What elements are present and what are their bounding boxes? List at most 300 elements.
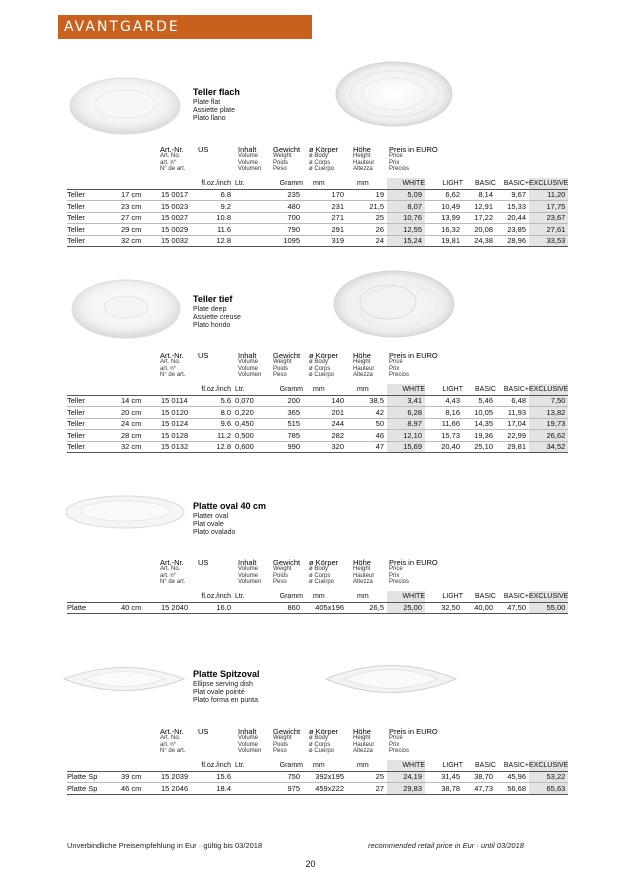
unit-cell: mm (347, 178, 387, 189)
header-koerper (309, 559, 338, 586)
table-cell: 25 (347, 212, 387, 224)
table-cell: 17,04 (496, 418, 529, 430)
table-cell: 12,91 (463, 201, 496, 213)
product-info (193, 295, 241, 330)
table-cell: 9.6 (195, 418, 231, 430)
unit-cell: BASIC+ (496, 591, 529, 602)
header-koerper-line: ø Körper (309, 145, 339, 154)
header-preis (389, 559, 438, 586)
header-art-nr (160, 559, 185, 586)
header-inhalt-line: Volume (238, 365, 259, 372)
table-cell: 5,09 (387, 189, 425, 201)
header-hoehe-line: Hauteur (353, 365, 375, 372)
table-cell: 28,96 (496, 235, 529, 247)
header-art-nr-line: Art. No. (160, 735, 181, 741)
table-cell: 9,67 (496, 189, 529, 201)
table-cell: 22,99 (496, 430, 529, 442)
table-cell: 13,99 (425, 212, 463, 224)
table-cell: 47 (347, 441, 387, 453)
table-cell (231, 602, 267, 614)
table-row (67, 771, 568, 783)
table-cell: 700 (267, 212, 303, 224)
table-cell: 15 0032 (161, 235, 195, 247)
table-cell: 0,600 (231, 441, 267, 453)
table-cell: 23 cm (121, 201, 161, 213)
table-cell: 6,28 (387, 407, 425, 419)
table-cell: 18.4 (195, 783, 231, 795)
unit-cell (161, 178, 195, 189)
table-cell: 53,22 (529, 771, 568, 783)
unit-row (67, 591, 568, 602)
table-row (67, 235, 568, 247)
unit-cell: fl.oz./inch (195, 384, 231, 395)
table-cell: 15 2046 (161, 783, 195, 795)
table-cell: 46 cm (121, 783, 161, 795)
footer-left: Unverbindliche Preisempfehlung in Eur · gültig bis 03/2018 (67, 841, 263, 850)
table-cell: 25,10 (463, 441, 496, 453)
unit-cell (121, 384, 161, 395)
header-art-nr-line: N° de art. (160, 748, 186, 754)
header-koerper (309, 146, 338, 173)
header-inhalt-line: Volume (238, 153, 259, 159)
table-cell: 235 (267, 189, 303, 201)
table-cell: Teller (67, 189, 121, 201)
table-cell: 0,450 (231, 418, 267, 430)
header-hoehe-line: Höhe (353, 145, 371, 154)
table-cell: Teller (67, 212, 121, 224)
table-cell: 14 cm (121, 395, 161, 407)
table-cell: 785 (267, 430, 303, 442)
table-cell: 56,68 (496, 783, 529, 795)
header-art-nr (160, 728, 185, 755)
table-cell: 27 cm (121, 212, 161, 224)
table-cell (231, 771, 267, 783)
header-inhalt-line: Inhalt (238, 145, 257, 154)
banner-title: AVANTGARDE (64, 19, 180, 35)
table-cell: 3,41 (387, 395, 425, 407)
table-cell: 8,14 (463, 189, 496, 201)
table-cell (231, 783, 267, 795)
table-cell: 47,73 (463, 783, 496, 795)
unit-cell: EXCLUSIVE (529, 178, 568, 189)
unit-cell: fl.oz./inch (195, 178, 231, 189)
header-hoehe-line: Height (353, 359, 371, 365)
table-cell (231, 189, 267, 201)
product-subtitle: Assiette creuse (193, 314, 241, 321)
table-cell: 990 (267, 441, 303, 453)
header-preis-line: Preis in EURO (389, 558, 438, 567)
table-cell: 15 0128 (161, 430, 195, 442)
table-cell: 10,49 (425, 201, 463, 213)
table-cell: 282 (303, 430, 347, 442)
header-art-nr-line: Art.-Nr. (160, 145, 184, 154)
product-info (193, 502, 266, 537)
table-cell: Teller (67, 201, 121, 213)
header-inhalt-line: Inhalt (238, 727, 257, 736)
brand-banner (58, 15, 312, 39)
header-koerper-line: ø Körper (309, 351, 339, 360)
header-art-nr-line: N° de art. (160, 166, 186, 172)
platter-oval-image (64, 494, 186, 530)
table-cell: 392x195 (303, 771, 347, 783)
table-cell: 11,20 (529, 189, 568, 201)
header-art-nr-line: Art. No. (160, 566, 181, 572)
header-us (198, 352, 208, 359)
table-cell: 29 cm (121, 224, 161, 236)
unit-cell (67, 178, 121, 189)
product-info (193, 670, 260, 705)
header-inhalt-line: Volume (238, 359, 259, 365)
header-us (198, 559, 208, 566)
table-cell: 46 (347, 430, 387, 442)
unit-cell: Gramm (267, 591, 303, 602)
header-inhalt-line: Inhalt (238, 351, 257, 360)
header-gewicht-line: Weight (273, 566, 292, 572)
header-hoehe (353, 728, 374, 755)
header-us (198, 728, 208, 735)
header-hoehe-line: Altezza (353, 166, 373, 172)
table-cell: 0,500 (231, 430, 267, 442)
header-hoehe-line: Altezza (353, 372, 373, 378)
header-hoehe (353, 146, 374, 173)
table-cell: 32,50 (425, 602, 463, 614)
table-cell: 15,33 (496, 201, 529, 213)
unit-cell: BASIC+ (496, 178, 529, 189)
header-art-nr-line: Art.-Nr. (160, 727, 184, 736)
header-art-nr (160, 146, 185, 173)
table-row (67, 212, 568, 224)
table-cell: 40 cm (121, 602, 161, 614)
unit-cell: mm (347, 384, 387, 395)
table-cell: 244 (303, 418, 347, 430)
table-cell: 31,45 (425, 771, 463, 783)
table-cell: 6,62 (425, 189, 463, 201)
header-gewicht (273, 559, 300, 586)
header-art-nr-line: Art.-Nr. (160, 558, 184, 567)
unit-cell: BASIC (463, 384, 496, 395)
table-cell (231, 212, 267, 224)
table-cell (231, 235, 267, 247)
table-cell: 365 (267, 407, 303, 419)
header-koerper-line: ø Body (309, 359, 329, 365)
table-cell: 19,73 (529, 418, 568, 430)
table-cell: 11.2 (195, 430, 231, 442)
header-hoehe (353, 352, 374, 379)
table-cell: 10.8 (195, 212, 231, 224)
product-subtitle: Assiette plate (193, 107, 236, 114)
table-cell: 38,70 (463, 771, 496, 783)
table-cell: 16.0 (195, 602, 231, 614)
header-preis-line: Prix (389, 365, 400, 372)
table-cell (231, 201, 267, 213)
table-cell: 200 (267, 395, 303, 407)
table-cell: 515 (267, 418, 303, 430)
unit-cell: Ltr. (231, 384, 267, 395)
product-info (193, 88, 240, 123)
product-subtitle: Plate deep (193, 306, 227, 313)
unit-cell: Ltr. (231, 591, 267, 602)
table-cell: 47,50 (496, 602, 529, 614)
table-cell: 20,40 (425, 441, 463, 453)
table-cell: 24,19 (387, 771, 425, 783)
header-hoehe-line: Height (353, 735, 371, 741)
product-subtitle: Plato llano (193, 115, 226, 122)
table-row (67, 602, 568, 614)
unit-cell: Gramm (267, 178, 303, 189)
header-art-nr-line: art. n° (160, 365, 177, 372)
price-table (67, 178, 568, 247)
table-cell: Platte Sp (67, 783, 121, 795)
header-hoehe-line: Höhe (353, 558, 371, 567)
unit-cell: mm (303, 760, 347, 771)
table-row (67, 441, 568, 453)
header-gewicht-line: Poids (273, 159, 289, 166)
table-cell: 29,83 (387, 783, 425, 795)
header-inhalt-line: Volumen (238, 372, 262, 378)
table-row (67, 407, 568, 419)
table-cell: 6.8 (195, 189, 231, 201)
table-cell: 8.0 (195, 407, 231, 419)
platter-pointed-side-image (322, 658, 460, 700)
header-art-nr-line: art. n° (160, 741, 177, 748)
table-cell: 750 (267, 771, 303, 783)
plate-flat-top-image (68, 76, 182, 136)
table-cell: 34,52 (529, 441, 568, 453)
unit-cell: mm (303, 178, 347, 189)
header-gewicht-line: Weight (273, 153, 292, 159)
table-cell: Teller (67, 418, 121, 430)
table-cell: 26,62 (529, 430, 568, 442)
unit-cell: BASIC (463, 760, 496, 771)
header-art-nr-line: N° de art. (160, 579, 186, 585)
table-cell: 8,97 (387, 418, 425, 430)
table-cell: Teller (67, 441, 121, 453)
header-gewicht-line: Weight (273, 735, 292, 741)
header-us-line: US (198, 558, 209, 567)
table-cell: 15 0132 (161, 441, 195, 453)
header-inhalt (238, 352, 261, 379)
table-cell: 65,63 (529, 783, 568, 795)
table-cell: 170 (303, 189, 347, 201)
product-subtitle: Plate flat (193, 99, 221, 106)
header-koerper-line: ø Cuerpo (309, 166, 335, 172)
header-hoehe-line: Hauteur (353, 159, 375, 166)
price-table (67, 591, 568, 614)
unit-cell: mm (303, 384, 347, 395)
header-koerper-line: ø Corps (309, 365, 331, 372)
unit-cell (67, 591, 121, 602)
unit-row (67, 760, 568, 771)
header-gewicht (273, 728, 300, 755)
table-cell (231, 224, 267, 236)
table-cell: 42 (347, 407, 387, 419)
header-inhalt (238, 146, 261, 173)
header-koerper-line: ø Corps (309, 741, 331, 748)
unit-row (67, 384, 568, 395)
unit-cell: LIGHT (425, 384, 463, 395)
table-cell: 32 cm (121, 441, 161, 453)
table-row (67, 189, 568, 201)
table-cell: Platte (67, 602, 121, 614)
table-cell: 13,82 (529, 407, 568, 419)
header-inhalt-line: Inhalt (238, 558, 257, 567)
unit-cell: fl.oz./inch (195, 760, 231, 771)
unit-cell (121, 178, 161, 189)
header-preis-line: Price (389, 566, 403, 572)
table-cell: 19,81 (425, 235, 463, 247)
unit-cell: LIGHT (425, 760, 463, 771)
unit-cell: fl.oz./inch (195, 591, 231, 602)
table-cell: 4,43 (425, 395, 463, 407)
table-cell: 15 0124 (161, 418, 195, 430)
table-cell: 8,07 (387, 201, 425, 213)
header-preis-line: Price (389, 359, 403, 365)
unit-cell: Gramm (267, 760, 303, 771)
header-inhalt-line: Volumen (238, 579, 262, 585)
table-cell: 405x196 (303, 602, 347, 614)
header-koerper-line: ø Körper (309, 558, 339, 567)
table-cell: 5,46 (463, 395, 496, 407)
header-koerper (309, 352, 338, 379)
header-inhalt-line: Volume (238, 159, 259, 166)
table-cell: 15 0114 (161, 395, 195, 407)
unit-cell: EXCLUSIVE (529, 591, 568, 602)
table-cell: 38,78 (425, 783, 463, 795)
product-title: Platte oval 40 cm (193, 501, 267, 511)
unit-cell: WHITE (387, 591, 425, 602)
table-cell: 15 0120 (161, 407, 195, 419)
table-cell: 271 (303, 212, 347, 224)
price-table (67, 384, 568, 453)
table-cell: 39 cm (121, 771, 161, 783)
unit-cell: mm (347, 591, 387, 602)
header-gewicht-line: Gewicht (273, 727, 301, 736)
header-preis-line: Precios (389, 166, 410, 172)
unit-cell: WHITE (387, 384, 425, 395)
table-cell: 6,48 (496, 395, 529, 407)
header-us (198, 146, 208, 153)
table-cell: 15.6 (195, 771, 231, 783)
header-gewicht-line: Poids (273, 572, 289, 579)
header-inhalt-line: Volume (238, 735, 259, 741)
footer-right: recommended retail price in Eur · until 03/2018 (368, 841, 524, 850)
table-cell: 33,53 (529, 235, 568, 247)
header-inhalt-line: Volumen (238, 748, 262, 754)
product-subtitle: Ellipse serving dish (193, 681, 253, 688)
header-hoehe-line: Altezza (353, 748, 373, 754)
table-cell: 24 cm (121, 418, 161, 430)
header-preis (389, 352, 438, 379)
header-preis-line: Precios (389, 748, 410, 754)
unit-cell: Ltr. (231, 178, 267, 189)
header-art-nr (160, 352, 185, 379)
unit-cell: Ltr. (231, 760, 267, 771)
table-cell: 9.2 (195, 201, 231, 213)
header-preis-line: Preis in EURO (389, 727, 438, 736)
header-koerper-line: ø Körper (309, 727, 339, 736)
table-cell: 7,50 (529, 395, 568, 407)
plate-deep-side-image (332, 268, 456, 338)
table-cell: 1095 (267, 235, 303, 247)
header-preis-line: Precios (389, 579, 410, 585)
table-cell: 11,93 (496, 407, 529, 419)
table-cell: Platte Sp (67, 771, 121, 783)
unit-cell (161, 384, 195, 395)
header-hoehe-line: Altezza (353, 579, 373, 585)
table-cell: Teller (67, 235, 121, 247)
table-cell: 25 (347, 771, 387, 783)
header-koerper (309, 728, 338, 755)
header-art-nr-line: art. n° (160, 159, 177, 166)
table-cell: 12.8 (195, 235, 231, 247)
header-preis-line: Price (389, 153, 403, 159)
table-cell: 15 2040 (161, 602, 195, 614)
table-cell: 38,5 (347, 395, 387, 407)
table-cell: 480 (267, 201, 303, 213)
header-preis (389, 728, 438, 755)
table-cell: 12,55 (387, 224, 425, 236)
header-art-nr-line: Art. No. (160, 359, 181, 365)
header-gewicht-line: Gewicht (273, 558, 301, 567)
header-preis-line: Prix (389, 572, 400, 579)
unit-row (67, 178, 568, 189)
header-preis-line: Precios (389, 372, 410, 378)
table-cell: 29,81 (496, 441, 529, 453)
header-preis-line: Prix (389, 741, 400, 748)
unit-cell: mm (303, 591, 347, 602)
unit-cell (161, 591, 195, 602)
table-cell: 12,10 (387, 430, 425, 442)
unit-cell: Gramm (267, 384, 303, 395)
product-title: Teller tief (193, 294, 233, 304)
table-cell: 26,5 (347, 602, 387, 614)
table-cell: 40,00 (463, 602, 496, 614)
unit-cell (121, 591, 161, 602)
header-hoehe-line: Hauteur (353, 741, 375, 748)
header-preis-line: Preis in EURO (389, 351, 438, 360)
table-cell: 50 (347, 418, 387, 430)
table-cell: 19,36 (463, 430, 496, 442)
header-gewicht-line: Poids (273, 365, 289, 372)
table-cell: 32 cm (121, 235, 161, 247)
header-preis-line: Preis in EURO (389, 145, 438, 154)
table-cell: 23,67 (529, 212, 568, 224)
table-cell: 15 2039 (161, 771, 195, 783)
header-hoehe-line: Höhe (353, 351, 371, 360)
header-gewicht-line: Peso (273, 166, 287, 172)
unit-cell (67, 384, 121, 395)
table-cell: 45,96 (496, 771, 529, 783)
table-row (67, 418, 568, 430)
table-row (67, 783, 568, 795)
product-title: Teller flach (193, 87, 240, 97)
table-cell: 27 (347, 783, 387, 795)
header-inhalt (238, 728, 261, 755)
table-cell: 459x222 (303, 783, 347, 795)
table-cell: 16,32 (425, 224, 463, 236)
table-cell: 20,44 (496, 212, 529, 224)
table-cell: 15,73 (425, 430, 463, 442)
header-gewicht-line: Poids (273, 741, 289, 748)
table-cell: 12.8 (195, 441, 231, 453)
header-inhalt (238, 559, 261, 586)
header-hoehe (353, 559, 374, 586)
table-row (67, 430, 568, 442)
table-cell: 15 0017 (161, 189, 195, 201)
header-gewicht-line: Gewicht (273, 145, 301, 154)
table-cell: 15,69 (387, 441, 425, 453)
table-cell: 25,00 (387, 602, 425, 614)
